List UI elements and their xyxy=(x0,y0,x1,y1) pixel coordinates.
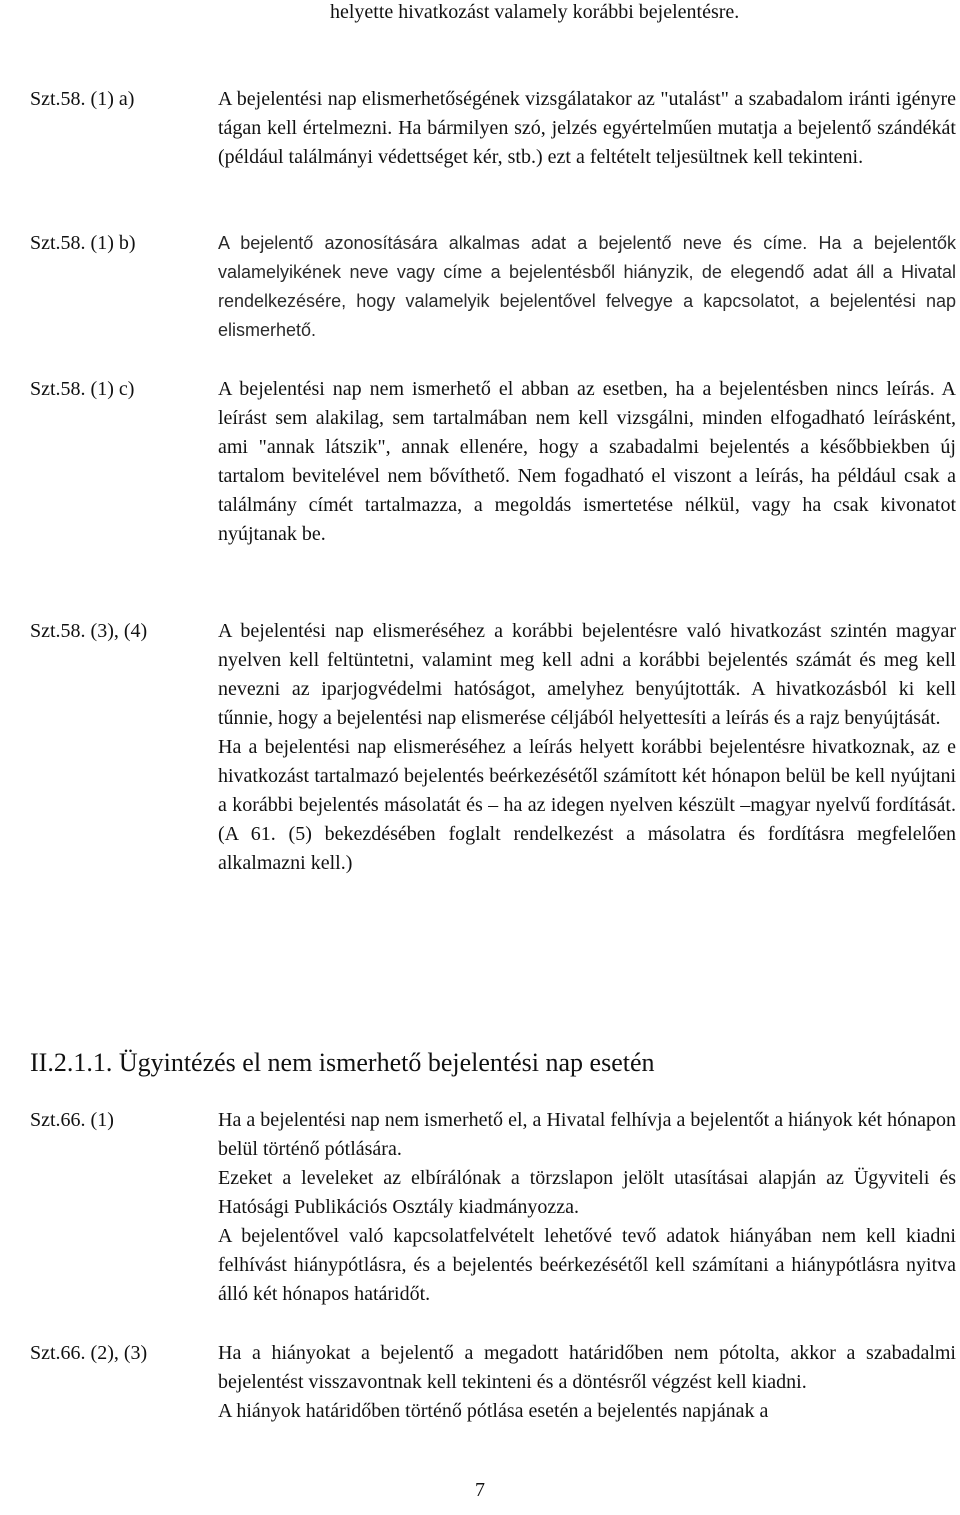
section-reference: Szt.58. (3), (4) xyxy=(30,620,148,642)
section-paragraph-block xyxy=(218,1106,956,1309)
section-paragraph-block xyxy=(218,229,956,345)
section-reference: Szt.66. (2), (3) xyxy=(30,1342,148,1364)
page-number: 7 xyxy=(475,1479,485,1501)
section-reference: Szt.58. (1) c) xyxy=(30,378,135,400)
section-heading: II.2.1.1. Ügyintézés el nem ismerhető bejelentési nap esetén xyxy=(30,1048,655,1077)
paragraph: Ezeket a leveleket az elbírálónak a törzslapon jelölt utasításai alapján az Ügyviteli és Hatósági Publikációs Osztály kiadmányozza. xyxy=(218,1167,956,1218)
paragraph: A bejelentővel való kapcsolatfelvételt lehetővé tevő adatok hiányában nem kell kiadni felhívást hiánypótlásra, és a bejelentés beérkezésétől kell számítani a hiánypótlásra nyitva álló két hónapos határidőt. xyxy=(218,1225,956,1305)
section-paragraph-block xyxy=(218,375,956,549)
continued-text-line: helyette hivatkozást valamely korábbi bejelentésre. xyxy=(330,1,740,23)
section-paragraph-block xyxy=(218,1339,956,1426)
section-reference: Szt.58. (1) b) xyxy=(30,232,136,254)
paragraph: A bejelentési nap nem ismerhető el abban az esetben, ha a bejelentésben nincs leírás. A leírást sem alakilag, sem tartalmában nem kell vizsgálni, minden elfogadható leírásként, ami "annak látszik", annak ellenére, hogy a szabadalmi bejelentés a későbbiekben új tartalom bevitelével nem bővíthető. Nem fogadható el viszont a leírás, ha például csak a találmány címét tartalmazza, a megoldás ismertetése nélkül, vagy ha csak kivonatot nyújtanak be. xyxy=(218,378,956,545)
paragraph: A bejelentő azonosítására alkalmas adat a bejelentő neve és címe. Ha a bejelentők valamelyikének neve vagy címe a bejelentésből hiányzik, de elegendő adat áll a Hivatal rendelkezésére, hogy valamelyik bejelentővel felvegye a kapcsolatot, a bejelentési nap elismerhető. xyxy=(218,233,956,340)
section-reference: Szt.66. (1) xyxy=(30,1109,114,1131)
paragraph: A hiányok határidőben történő pótlása esetén a bejelentés napjának a xyxy=(218,1400,769,1422)
paragraph: A bejelentési nap elismeréséhez a korábbi bejelentésre való hivatkozást szintén magyar nyelven kell feltüntetni, valamint meg kell adni a korábbi bejelentés számát és meg kell nevezni az iparjogvédelmi hatóságot, amelyhez benyújtották. A hivatkozásból ki kell tűnnie, hogy a bejelentési nap elismerése céljából helyettesíti a leírás és a rajz benyújtását. xyxy=(218,620,956,729)
section-paragraph-block xyxy=(218,617,956,878)
paragraph: Ha a hiányokat a bejelentő a megadott határidőben nem pótolta, akkor a szabadalmi bejelentést visszavontnak kell tekinteni és a döntésről végzést kell kiadni. xyxy=(218,1342,956,1393)
paragraph: A bejelentési nap elismerhetőségének vizsgálatakor az "utalást" a szabadalom iránti igényre tágan kell értelmezni. Ha bármilyen szó, jelzés egyértelműen mutatja a bejelentő szándékát (például találmányi védettséget kér, stb.) ezt a feltételt teljesültnek kell tekinteni. xyxy=(218,88,956,168)
section-paragraph-block xyxy=(218,85,956,172)
paragraph: Ha a bejelentési nap elismeréséhez a leírás helyett korábbi bejelentésre hivatkoznak, az e hivatkozást tartalmazó bejelentés beérkezésétől számított két hónapon belül be kell nyújtani a korábbi bejelentés másolatát és – ha az idegen nyelven készült –magyar nyelvű fordítását. (A 61. (5) bekezdésében foglalt rendelkezést a másolatra és fordításra megfelelően alkalmazni kell.) xyxy=(218,736,956,874)
paragraph: Ha a bejelentési nap nem ismerhető el, a Hivatal felhívja a bejelentőt a hiányok két hónapon belül történő pótlására. xyxy=(218,1109,956,1160)
section-reference: Szt.58. (1) a) xyxy=(30,88,135,110)
